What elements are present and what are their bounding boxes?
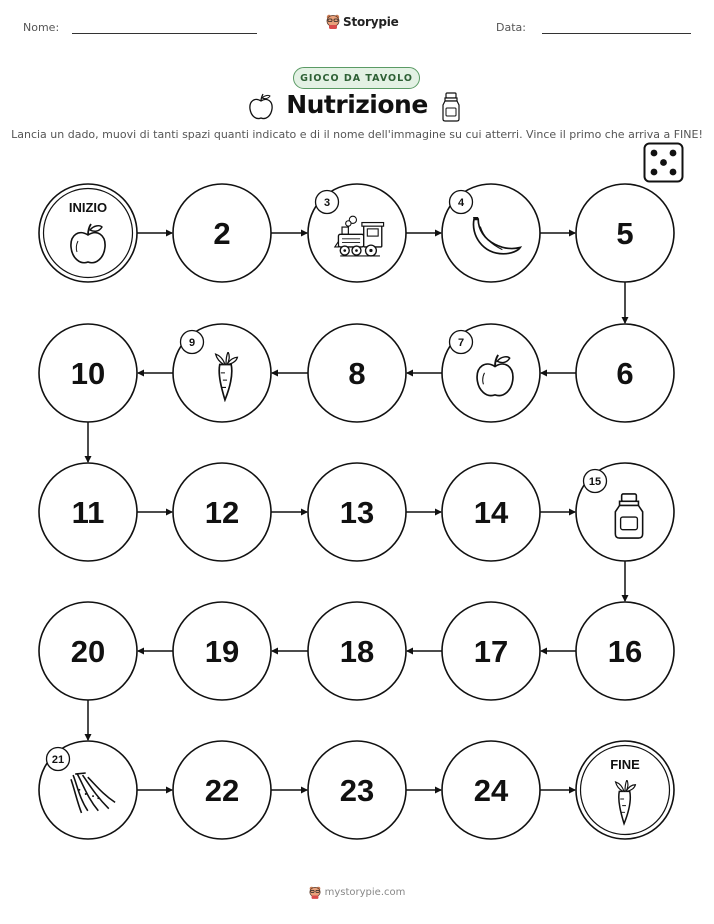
finish-label: FINE — [610, 757, 640, 772]
board-space-8[interactable] — [308, 324, 406, 422]
board-space-21[interactable] — [39, 741, 137, 839]
space-number-badge-text: 3 — [323, 197, 331, 209]
board-space-15[interactable] — [576, 463, 674, 561]
space-number-badge-text: 15 — [588, 476, 602, 488]
board-space-12[interactable] — [173, 463, 271, 561]
space-number-badge-text: 21 — [51, 754, 65, 766]
board-space-18[interactable] — [308, 602, 406, 700]
date-label: Data: — [496, 21, 526, 34]
board-space-4[interactable] — [442, 184, 540, 282]
space-number: 14 — [473, 495, 509, 530]
space-number: 24 — [473, 773, 509, 808]
space-number: 8 — [348, 356, 366, 391]
board-space-6[interactable] — [576, 324, 674, 422]
jar-icon — [615, 494, 642, 538]
footer-url[interactable]: mystorypie.com — [324, 887, 406, 898]
space-number-badge-text: 7 — [457, 337, 465, 349]
space-number-badge-text: 4 — [457, 197, 465, 209]
board-space-13[interactable] — [308, 463, 406, 561]
board-space-17[interactable] — [442, 602, 540, 700]
board-space-14[interactable] — [442, 463, 540, 561]
board-space-2[interactable] — [173, 184, 271, 282]
board-space-24[interactable] — [442, 741, 540, 839]
space-number: 12 — [204, 495, 240, 530]
space-number-badge-text: 9 — [188, 337, 196, 349]
board-space-25[interactable] — [576, 741, 674, 839]
space-number: 23 — [339, 773, 375, 808]
space-number: 13 — [339, 495, 375, 530]
board-space-9[interactable] — [173, 324, 271, 422]
space-number: 19 — [204, 634, 240, 669]
space-number: 17 — [473, 634, 509, 669]
space-number: 2 — [213, 216, 231, 251]
instructions-text: Lancia un dado, muovi di tanti spazi quanti indicato e di il nome dell'immagine su cui atterri. Vince il primo che arriva a FINE! — [11, 128, 703, 141]
space-number: 20 — [70, 634, 106, 669]
space-number: 22 — [204, 773, 240, 808]
space-number: 16 — [607, 634, 643, 669]
board-space-20[interactable] — [39, 602, 137, 700]
board-space-5[interactable] — [576, 184, 674, 282]
name-label: Nome: — [23, 21, 60, 34]
space-number: 11 — [71, 495, 105, 530]
board-space-16[interactable] — [576, 602, 674, 700]
board-space-10[interactable] — [39, 324, 137, 422]
board-space-1[interactable] — [39, 184, 137, 282]
storypie-mascot-icon — [309, 886, 321, 899]
board-space-22[interactable] — [173, 741, 271, 839]
game-type-badge: GIOCO DA TAVOLO — [293, 67, 420, 89]
space-number: 18 — [339, 634, 375, 669]
board-space-3[interactable] — [308, 184, 406, 282]
brand-name: Storypie — [343, 14, 399, 29]
board-space-7[interactable] — [442, 324, 540, 422]
space-number: 6 — [616, 356, 634, 391]
page-title: Nutrizione — [286, 90, 428, 119]
board-space-23[interactable] — [308, 741, 406, 839]
board-space-19[interactable] — [173, 602, 271, 700]
footer — [0, 886, 714, 899]
start-label: INIZIO — [68, 200, 108, 215]
space-number: 10 — [70, 356, 106, 391]
space-number: 5 — [616, 216, 634, 251]
board-space-11[interactable] — [39, 463, 137, 561]
